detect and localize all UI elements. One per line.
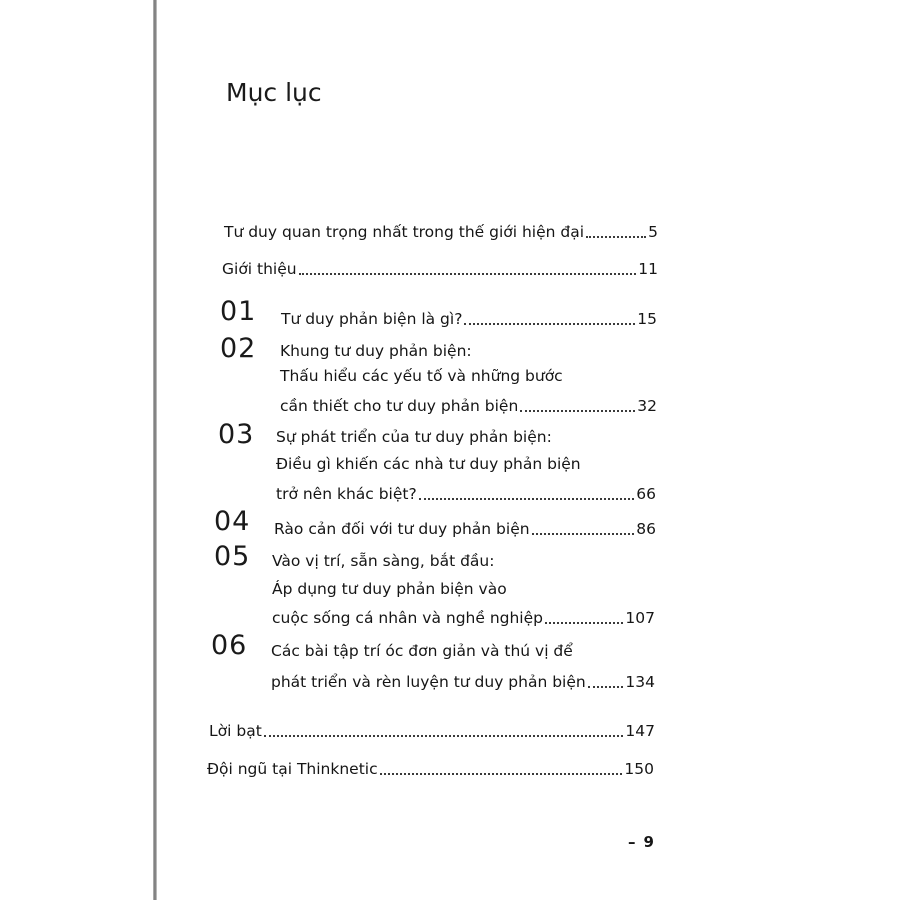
toc-entry-chapter-02[interactable] <box>280 388 657 416</box>
toc-entry-title: Lời bạt <box>209 722 262 741</box>
toc-page-number: 66 <box>636 485 656 504</box>
toc-entry-front-1[interactable] <box>224 214 658 242</box>
dot-leader <box>264 735 624 737</box>
dot-leader <box>299 273 637 275</box>
toc-page-number: 32 <box>637 397 657 416</box>
page-folio <box>628 833 654 851</box>
toc-entry-title: Giới thiệu <box>222 260 297 279</box>
toc-page-number: 150 <box>624 760 654 779</box>
toc-page-number: 11 <box>638 260 658 279</box>
chapter-number: 04 <box>214 506 251 537</box>
toc-entry-title: phát triển và rèn luyện tư duy phản biện <box>271 673 586 692</box>
toc-page-number: 86 <box>636 520 656 539</box>
toc-entry-title: Đội ngũ tại Thinknetic <box>207 760 378 779</box>
dot-leader <box>419 498 635 500</box>
chapter-number: 03 <box>218 419 255 450</box>
toc-entry-title: Tư duy phản biện là gì? <box>281 310 463 329</box>
book-spine-shadow <box>153 0 157 900</box>
toc-page-number: 15 <box>637 310 657 329</box>
dot-leader <box>520 410 635 412</box>
dot-leader <box>532 533 635 535</box>
toc-entry-title-line: Khung tư duy phản biện: <box>280 342 472 360</box>
dot-leader <box>588 686 624 688</box>
toc-entry-title-line: Áp dụng tư duy phản biện vào <box>272 580 507 598</box>
toc-page-number: 107 <box>625 609 655 628</box>
toc-entry-chapter-05[interactable] <box>272 600 655 628</box>
toc-entry-front-2[interactable] <box>222 251 658 279</box>
chapter-number: 02 <box>220 333 257 364</box>
toc-entry-title-line: Sự phát triển của tư duy phản biện: <box>276 428 552 446</box>
dot-leader <box>380 773 623 775</box>
toc-entry-title: Tư duy quan trọng nhất trong thế giới hiện đại <box>224 223 585 242</box>
toc-entry-chapter-01[interactable] <box>281 301 657 329</box>
chapter-number: 01 <box>220 296 257 327</box>
toc-entry-back-1[interactable] <box>209 713 655 741</box>
toc-entry-title: Rào cản đối với tư duy phản biện <box>274 520 530 539</box>
toc-entry-back-2[interactable] <box>207 751 654 779</box>
toc-page-number: 134 <box>625 673 655 692</box>
toc-entry-title: cần thiết cho tư duy phản biện <box>280 397 519 416</box>
toc-entry-title-line: Thấu hiểu các yếu tố và những bước <box>280 367 563 385</box>
folio-number: 9 <box>643 833 654 851</box>
toc-entry-chapter-04[interactable] <box>274 511 656 539</box>
toc-page-number: 5 <box>648 223 658 242</box>
toc-entry-title-line: Điều gì khiến các nhà tư duy phản biện <box>276 455 581 473</box>
toc-entry-title: trở nên khác biệt? <box>276 485 417 504</box>
folio-dash: – <box>628 833 636 851</box>
chapter-number: 05 <box>214 541 251 572</box>
toc-entry-title-line: Vào vị trí, sẵn sàng, bắt đầu: <box>272 552 495 570</box>
chapter-number: 06 <box>211 630 248 661</box>
toc-entry-title-line: Các bài tập trí óc đơn giản và thú vị để <box>271 642 573 660</box>
toc-entry-chapter-03[interactable] <box>276 476 656 504</box>
dot-leader <box>545 622 623 624</box>
toc-page-number: 147 <box>625 722 655 741</box>
toc-entry-title: cuộc sống cá nhân và nghề nghiệp <box>272 609 543 628</box>
dot-leader <box>464 323 635 325</box>
page-title: Mục lục <box>226 78 322 107</box>
toc-entry-chapter-06[interactable] <box>271 664 655 692</box>
dot-leader <box>586 236 646 238</box>
